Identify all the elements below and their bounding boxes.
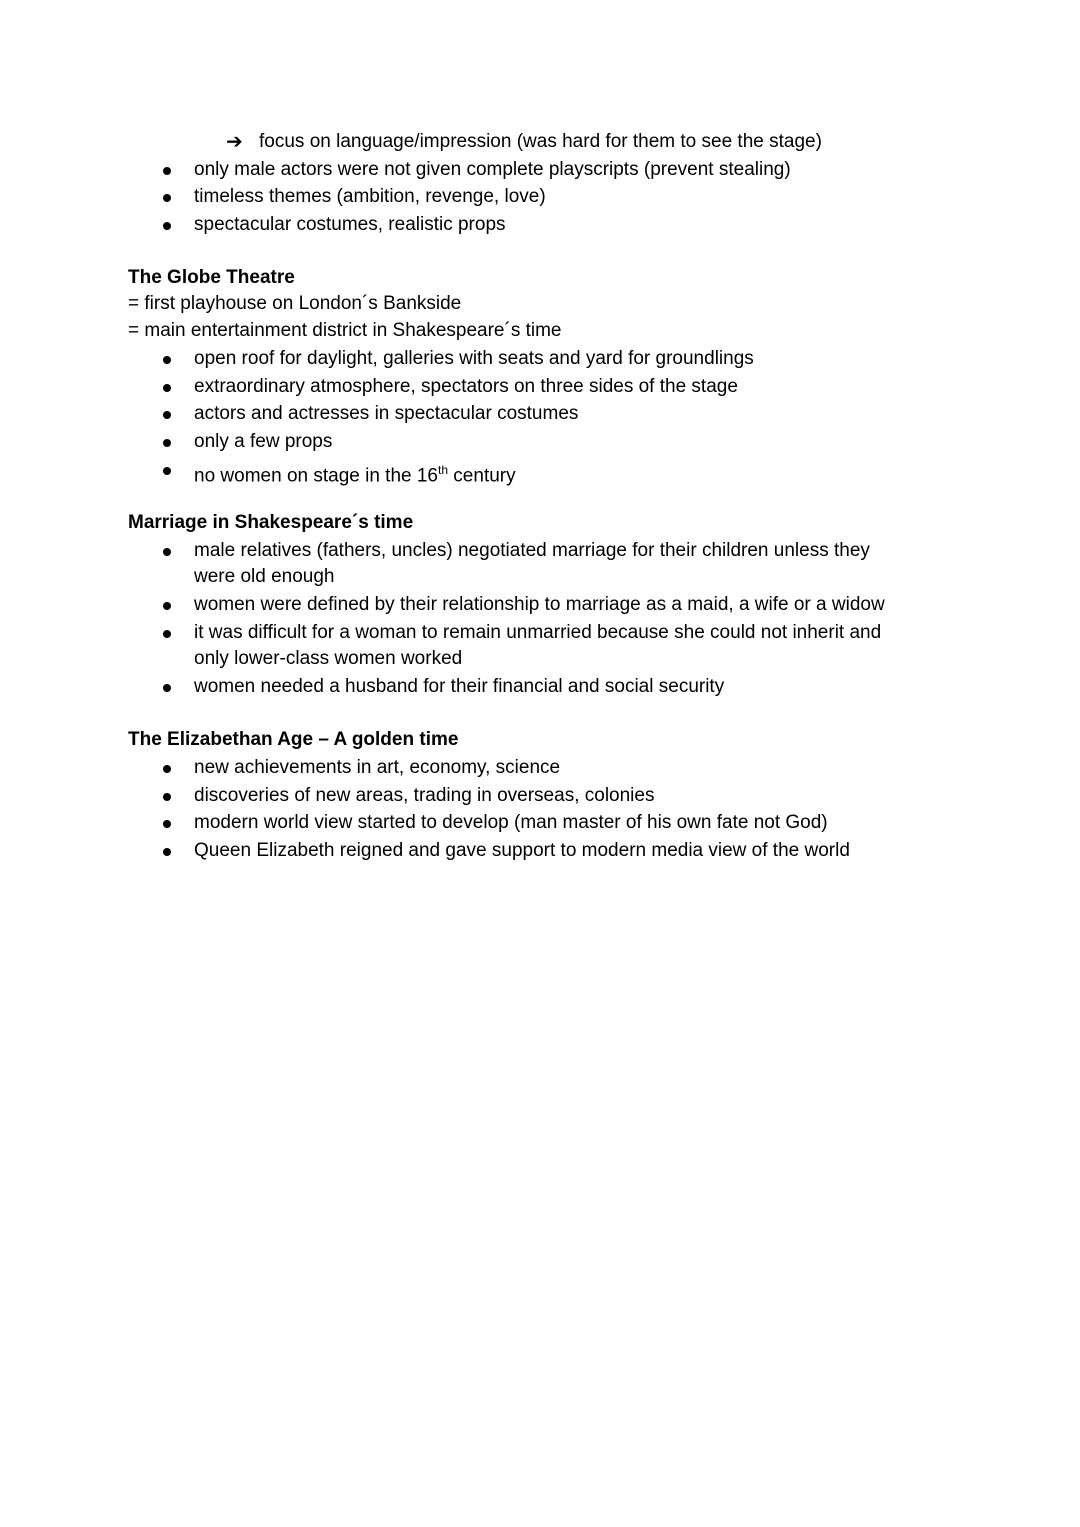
list-item-text: century [448,465,516,487]
bullet-icon [163,848,171,856]
list-item: modern world view started to develop (man master of his own fate not God) [194,812,828,833]
bullet-icon [163,194,171,202]
bullet-icon [163,384,171,392]
list-item: women were defined by their relationship to marriage as a maid, a wife or a widow [194,594,885,615]
ordinal-suffix: th [438,463,449,477]
list-item: timeless themes (ambition, revenge, love) [194,186,546,207]
section-heading-marriage: Marriage in Shakespeare´s time [128,512,414,533]
definition-line: = main entertainment district in Shakespeare´s time [128,320,562,341]
bullet-icon [163,439,171,447]
list-item: women needed a husband for their financial and social security [194,676,725,697]
list-item: only male actors were not given complete playscripts (prevent stealing) [194,159,791,180]
list-item: new achievements in art, economy, science [194,757,561,778]
bullet-icon [163,684,171,692]
list-item: only a few props [194,431,333,452]
section-heading-elizabethan: The Elizabethan Age – A golden time [128,729,459,750]
bullet-icon [163,548,171,556]
bullet-icon [163,820,171,828]
bullet-icon [163,411,171,419]
list-item: male relatives (fathers, uncles) negotiated marriage for their children unless they [194,540,870,561]
list-item: open roof for daylight, galleries with seats and yard for groundlings [194,348,754,369]
list-item: spectacular costumes, realistic props [194,214,506,235]
arrow-icon: ➔ [226,131,243,153]
bullet-icon [163,793,171,801]
list-item-continuation: were old enough [194,566,335,587]
bullet-icon [163,630,171,638]
arrow-item-text: focus on language/impression (was hard for them to see the stage) [259,131,822,152]
bullet-icon [163,222,171,230]
list-item [194,457,516,489]
list-item: Queen Elizabeth reigned and gave support to modern media view of the world [194,840,850,861]
section-heading-globe: The Globe Theatre [128,267,295,288]
bullet-icon [163,765,171,773]
definition-line: = first playhouse on London´s Bankside [128,293,462,314]
list-item: extraordinary atmosphere, spectators on three sides of the stage [194,376,738,397]
list-item: it was difficult for a woman to remain unmarried because she could not inherit and [194,622,882,643]
bullet-icon [163,602,171,610]
list-item: actors and actresses in spectacular costumes [194,403,579,424]
bullet-icon [163,356,171,364]
bullet-icon [163,467,171,475]
list-item: discoveries of new areas, trading in overseas, colonies [194,785,655,806]
bullet-icon [163,167,171,175]
list-item-text: no women on stage in the 16 [194,465,439,487]
list-item-continuation: only lower-class women worked [194,648,463,669]
